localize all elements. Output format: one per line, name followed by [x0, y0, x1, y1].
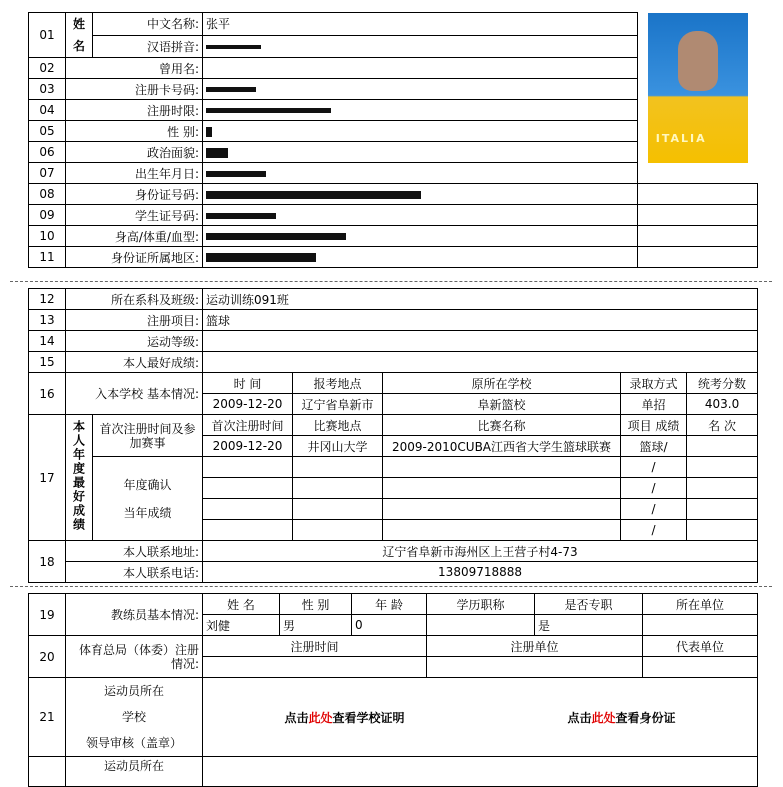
annual-result: /	[621, 499, 687, 520]
admission-header-place: 报考地点	[293, 373, 383, 394]
first-header-place: 比赛地点	[293, 415, 383, 436]
phone-value: 13809718888	[203, 562, 758, 583]
federation-label: 体育总局（体委）注册情况:	[66, 636, 203, 678]
reg-event-label: 注册项目:	[66, 310, 203, 331]
coach-name: 刘健	[203, 615, 280, 636]
admission-header-method: 录取方式	[621, 373, 687, 394]
reg-event-value: 篮球	[203, 310, 758, 331]
section-divider	[10, 586, 772, 587]
annual-label	[93, 457, 203, 541]
pinyin-label: 汉语拼音:	[93, 35, 203, 58]
empty-cell	[638, 205, 758, 226]
row-number: 05	[29, 121, 66, 142]
school-review-line: 学校	[121, 710, 146, 724]
best-score-value	[203, 352, 758, 373]
class-value: 运动训练091班	[203, 289, 758, 310]
name-group-label: 姓 名	[66, 13, 93, 58]
first-result: 篮球/	[621, 436, 687, 457]
empty-cell	[638, 247, 758, 268]
first-header-result: 项目 成绩	[621, 415, 687, 436]
student-id-label: 学生证号码:	[66, 205, 203, 226]
admission-label: 入本学校 基本情况:	[66, 373, 203, 415]
row-number: 11	[29, 247, 66, 268]
annual-cell	[203, 520, 293, 541]
annual-cell	[687, 457, 758, 478]
id-region-value	[203, 247, 638, 268]
reg-card-value	[203, 79, 638, 100]
sport-level-label: 运动等级:	[66, 331, 203, 352]
row-number: 14	[29, 331, 66, 352]
first-header-rank: 名 次	[687, 415, 758, 436]
annual-result: /	[621, 478, 687, 499]
admission-school: 阜新篮校	[383, 394, 621, 415]
former-name-label: 曾用名:	[66, 58, 203, 79]
school-review-line: 领导审核（盖章）	[85, 736, 182, 750]
best-year-side-label: 本人年度最好成绩	[66, 415, 93, 541]
row-number: 07	[29, 163, 66, 184]
annual-cell	[383, 457, 621, 478]
row-number: 19	[29, 594, 66, 636]
pinyin-value	[203, 35, 638, 58]
political-value	[203, 142, 638, 163]
id-number-value	[203, 184, 638, 205]
coach-age: 0	[352, 615, 427, 636]
annual-cell	[293, 520, 383, 541]
reg-period-label: 注册时限:	[66, 100, 203, 121]
row-number: 18	[29, 541, 66, 583]
coach-header-fulltime: 是否专职	[535, 594, 643, 615]
school-review-line: 运动员所在	[103, 684, 164, 698]
admission-time: 2009-12-20	[203, 394, 293, 415]
row-number: 13	[29, 310, 66, 331]
birthdate-value	[203, 163, 638, 184]
row-number: 06	[29, 142, 66, 163]
fed-header-time: 注册时间	[203, 636, 427, 657]
first-match: 2009-2010CUBA江西省大学生篮球联赛	[383, 436, 621, 457]
annual-cell	[383, 478, 621, 499]
sport-level-value	[203, 331, 758, 352]
coach-header-unit: 所在单位	[643, 594, 758, 615]
coach-header-gender: 性 别	[280, 594, 352, 615]
empty-cell	[638, 226, 758, 247]
school-info-table	[28, 288, 758, 583]
first-rank	[687, 436, 758, 457]
former-name-value	[203, 58, 638, 79]
row-number: 03	[29, 79, 66, 100]
annual-cell	[293, 499, 383, 520]
annual-label-line1: 年度确认	[123, 477, 172, 492]
annual-cell	[293, 478, 383, 499]
admission-place: 辽宁省阜新市	[293, 394, 383, 415]
first-place: 井冈山大学	[293, 436, 383, 457]
admission-score: 403.0	[687, 394, 758, 415]
row-number: 20	[29, 636, 66, 678]
height-weight-label: 身高/体重/血型:	[66, 226, 203, 247]
row-number: 16	[29, 373, 66, 415]
admission-header-score: 统考分数	[687, 373, 758, 394]
id-number-label: 身份证号码:	[66, 184, 203, 205]
coach-header-age: 年 龄	[352, 594, 427, 615]
reg-card-label: 注册卡号码:	[66, 79, 203, 100]
chinese-name-value: 张平	[203, 13, 638, 36]
political-label: 政治面貌:	[66, 142, 203, 163]
annual-cell	[687, 478, 758, 499]
first-header-match: 比赛名称	[383, 415, 621, 436]
coach-gender: 男	[280, 615, 352, 636]
annual-cell	[383, 499, 621, 520]
chinese-name-label: 中文名称:	[93, 13, 203, 36]
fed-rep	[643, 657, 758, 678]
row-number: 08	[29, 184, 66, 205]
row-number: 09	[29, 205, 66, 226]
id-region-label: 身份证所属地区:	[66, 247, 203, 268]
student-id-value	[203, 205, 638, 226]
basic-info-table	[28, 12, 758, 268]
row-number: 15	[29, 352, 66, 373]
face-blur	[678, 31, 718, 91]
photo-cell	[638, 13, 758, 184]
row-number: 10	[29, 226, 66, 247]
empty-cell	[638, 184, 758, 205]
admission-header-school: 原所在学校	[383, 373, 621, 394]
fed-header-unit: 注册单位	[427, 636, 643, 657]
coach-unit	[643, 615, 758, 636]
birthdate-label: 出生年月日:	[66, 163, 203, 184]
annual-cell	[383, 520, 621, 541]
row-number	[29, 757, 66, 787]
address-value: 辽宁省阜新市海州区上王营子村4-73	[203, 541, 758, 562]
next-review-cell	[203, 757, 758, 787]
annual-result: /	[621, 520, 687, 541]
fed-time	[203, 657, 427, 678]
annual-cell	[293, 457, 383, 478]
annual-cell	[687, 520, 758, 541]
phone-label: 本人联系电话:	[66, 562, 203, 583]
coach-info-table	[28, 593, 758, 787]
coach-header-name: 姓 名	[203, 594, 280, 615]
row-number: 12	[29, 289, 66, 310]
row-number: 21	[29, 678, 66, 757]
admission-header-time: 时 间	[203, 373, 293, 394]
coach-title	[427, 615, 535, 636]
coach-header-title: 学历职称	[427, 594, 535, 615]
proof-links-cell	[203, 678, 758, 757]
photo-shirt-text: ITALIA	[655, 131, 707, 145]
reg-period-value	[203, 100, 638, 121]
annual-cell	[203, 478, 293, 499]
class-label: 所在系科及班级:	[66, 289, 203, 310]
gender-label: 性 别:	[66, 121, 203, 142]
row-number: 04	[29, 100, 66, 121]
school-review-label	[66, 678, 203, 757]
first-header-time: 首次注册时间	[203, 415, 293, 436]
admission-method: 单招	[621, 394, 687, 415]
annual-label-line2: 当年成绩	[123, 505, 172, 520]
first-reg-label: 首次注册时间及参加赛事	[93, 415, 203, 457]
first-time: 2009-12-20	[203, 436, 293, 457]
row-number: 02	[29, 58, 66, 79]
id-card-link[interactable]: 点击此处查看身份证	[567, 710, 676, 725]
annual-result: /	[621, 457, 687, 478]
school-proof-link[interactable]: 点击此处查看学校证明	[284, 710, 405, 725]
address-label: 本人联系地址:	[66, 541, 203, 562]
section-divider	[10, 281, 772, 282]
best-score-label: 本人最好成绩:	[66, 352, 203, 373]
fed-unit	[427, 657, 643, 678]
gender-value	[203, 121, 638, 142]
athlete-photo	[648, 13, 748, 163]
annual-cell	[203, 457, 293, 478]
row-number: 17	[29, 415, 66, 541]
row-number: 01	[29, 13, 66, 58]
coach-fulltime: 是	[535, 615, 643, 636]
coach-label: 教练员基本情况:	[66, 594, 203, 636]
next-review-label: 运动员所在	[66, 757, 203, 787]
annual-cell	[203, 499, 293, 520]
fed-header-rep: 代表单位	[643, 636, 758, 657]
annual-cell	[687, 499, 758, 520]
height-weight-value	[203, 226, 638, 247]
